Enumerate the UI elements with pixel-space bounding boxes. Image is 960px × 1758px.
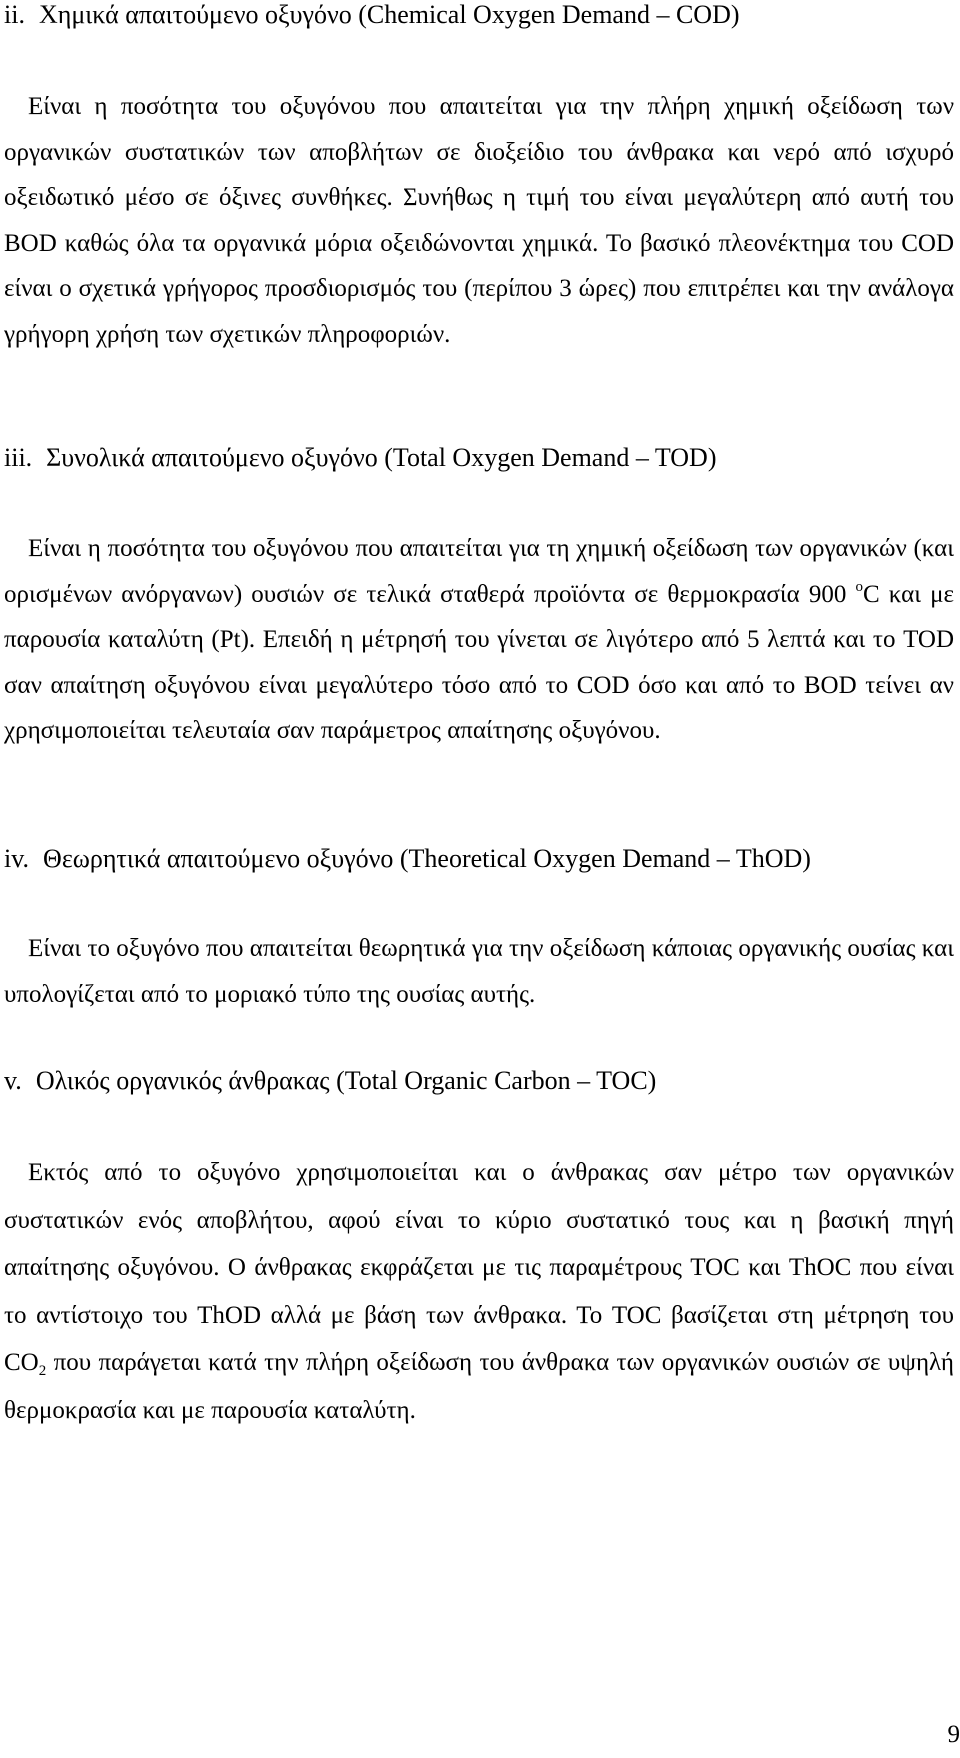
co2-subscript: 2 <box>38 1363 47 1379</box>
paragraph-toc <box>4 1149 954 1434</box>
paragraph-thod: Είναι το οξυγόνο που απαιτείται θεωρητικά για την οξείδωση κάποιας οργανικής ουσίας και υπολογίζεται από το μοριακό τύπο της ουσίας αυτής. <box>4 935 954 1008</box>
section-heading-cod <box>4 0 954 30</box>
section-heading-thod <box>4 844 954 874</box>
paragraph-cod: Είναι η ποσότητα του οξυγόνου που απαιτείται για την πλήρη χημική οξείδωση των οργανικών συστατικών των αποβλήτων σε διοξείδιο του άνθρακα και νερό από ισχυρό οξειδωτικό μέσο σε όξινες συνθήκες. Συνήθως η τιμή του είναι μεγαλύτερη από αυτή του BOD καθώς όλα τα οργανικά μόρια οξειδώνονται χημικά. Το βασικό πλεονέκτημα του COD είναι ο σχετικά γρήγορος προσδιορισμός του (περίπου 3 ώρες) που επιτρέπει και την ανάλογα γρήγορη χρήση των σχετικών πληροφοριών. <box>4 93 954 348</box>
section-heading-toc <box>4 1066 954 1096</box>
section-number: v. <box>4 1066 22 1095</box>
section-number: ii. <box>4 0 25 29</box>
text-run: Είναι η ποσότητα του οξυγόνου που απαιτείται για τη χημική οξείδωση των οργανικών (και ορισμένων ανόργανων) ουσιών σε τελικά σταθερά προϊόντα σε θερμοκρασία 900 <box>4 535 954 608</box>
text-run: που παράγεται κατά την πλήρη οξείδωση του άνθρακα των οργανικών ουσιών σε υψηλή θερμοκρασία και με παρουσία καταλύτη. <box>4 1349 954 1424</box>
section-heading-tod <box>4 443 954 473</box>
section-title: Θεωρητικά απαιτούμενο οξυγόνο (Theoretical Oxygen Demand – ThOD) <box>43 844 811 873</box>
section-number: iii. <box>4 443 33 472</box>
section-title: Χημικά απαιτούμενο οξυγόνο (Chemical Oxygen Demand – COD) <box>38 0 740 29</box>
text-run: C και με παρουσία καταλύτη (Pt). Επειδή η μέτρησή του γίνεται σε λιγότερο από 5 λεπτά και το TOD σαν απαίτηση οξυγόνου είναι μεγαλύτερο τόσο από το COD όσο και από το BOD τείνει αν χρησιμοποιείται τελευταία σαν παράμετρος απαίτησης οξυγόνου. <box>4 580 955 744</box>
text-run: Εκτός από το οξυγόνο χρησιμοποιείται και ο άνθρακας σαν μέτρο των οργανικών συστατικών ενός αποβλήτου, αφού είναι το κύριο συστατικό τους και η βασική πηγή απαίτησης οξυγόνου. Ο άνθρακας εκφράζεται με τις παραμέτρους TOC και ThOC που είναι το αντίστοιχο του ThOD αλλά με βάση των άνθρακα. Το TOC βασίζεται στη μέτρηση του CO <box>4 1159 954 1376</box>
degree-superscript: ο <box>855 578 863 595</box>
section-title: Ολικός οργανικός άνθρακας (Total Organic Carbon – TOC) <box>35 1066 657 1095</box>
section-number: iv. <box>4 844 30 873</box>
page-number: 9 <box>947 1721 960 1748</box>
paragraph-tod <box>4 526 954 754</box>
section-title: Συνολικά απαιτούμενο οξυγόνο (Total Oxygen Demand – TOD) <box>46 443 717 472</box>
